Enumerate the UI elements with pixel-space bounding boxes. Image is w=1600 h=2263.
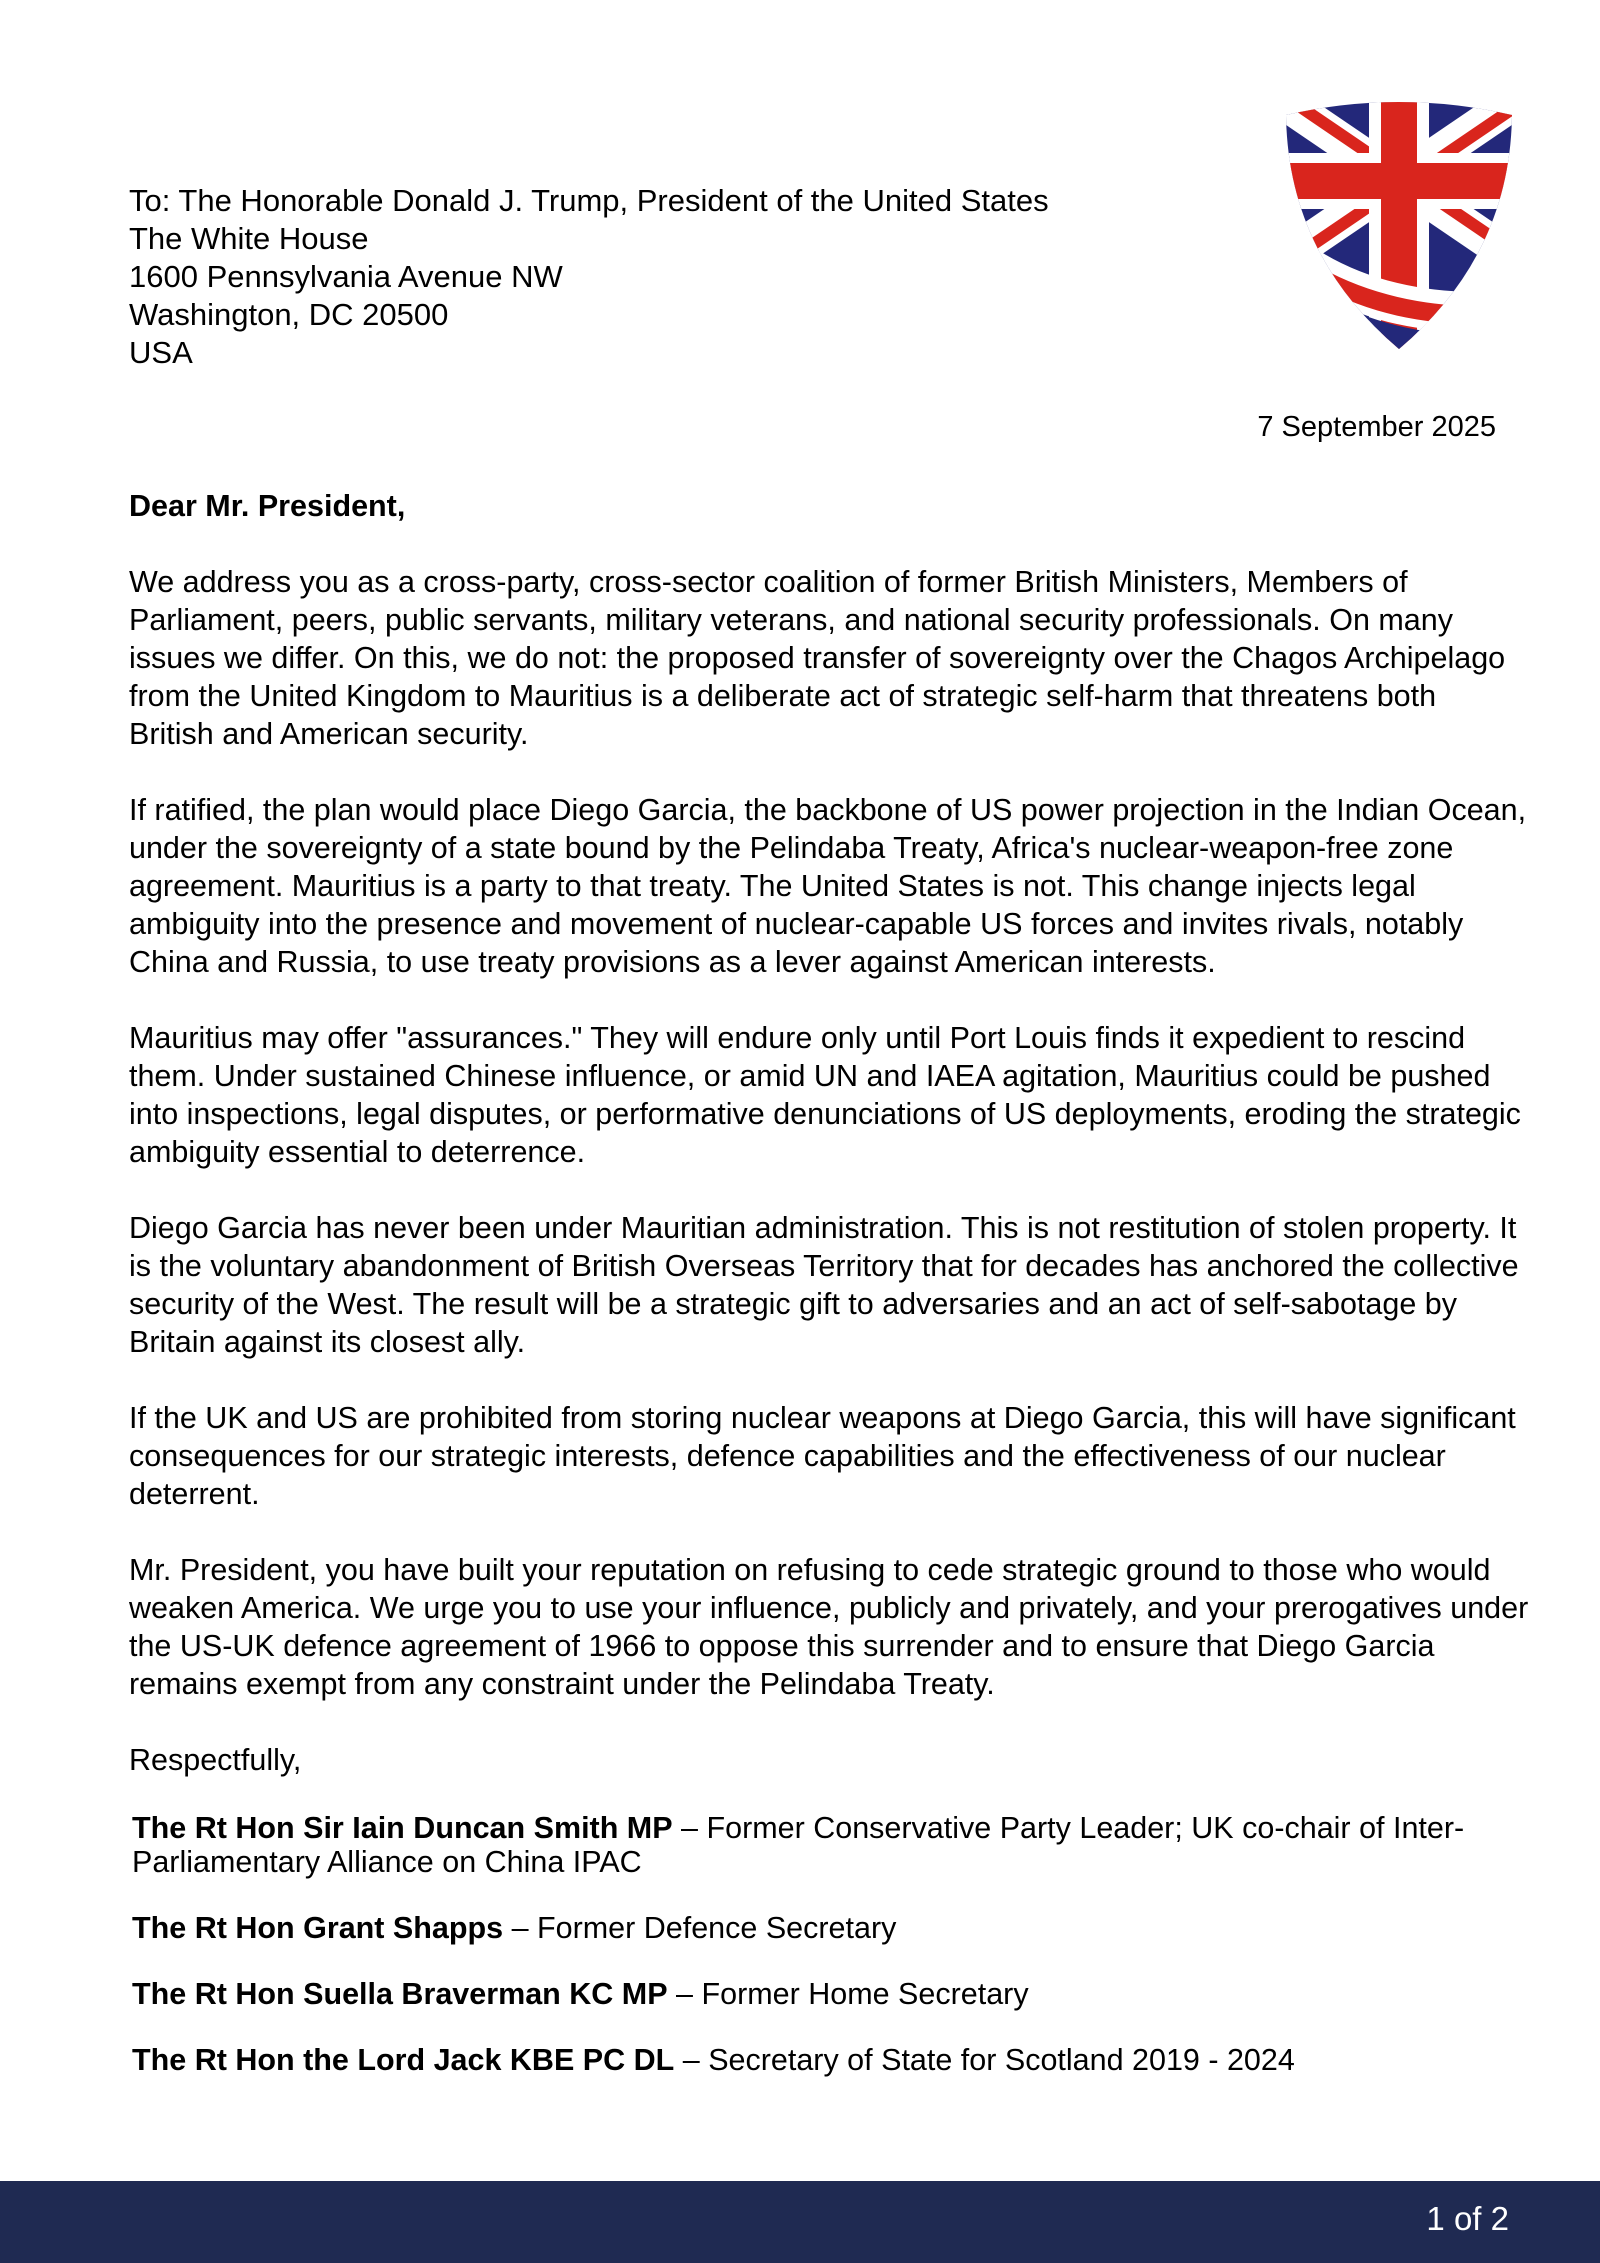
paragraph: If ratified, the plan would place Diego Garcia, the backbone of US power projection in the Indian Ocean, under the sovereignty of a state bound by the Pelindaba Treaty, Africa's nuclear-weapon-free zone agreement. Mauritius is a party to that treaty. The United States is not. This change injects legal ambiguity into the presence and movement of nuclear-capable US forces and invites rivals, notably China and Russia, to use treaty provisions as a lever against American interests.: [129, 793, 1527, 979]
recipient-line: 1600 Pennsylvania Avenue NW: [129, 259, 563, 294]
signatory: [132, 1977, 1529, 2011]
paragraph: If the UK and US are prohibited from storing nuclear weapons at Diego Garcia, this will have significant consequences for our strategic interests, defence capabilities and the effectiveness of our nuclear deterrent.: [129, 1401, 1516, 1511]
recipient-line: USA: [129, 335, 193, 370]
signatory-role: – Former Conservative Party Leader; UK co-chair of Inter-Parliamentary Alliance on China IPAC: [132, 1811, 1465, 1879]
page-footer: [0, 2181, 1600, 2263]
paragraph: Diego Garcia has never been under Mauritian administration. This is not restitution of stolen property. It is the voluntary abandonment of British Overseas Territory that for decades has anchored the collective security of the West. The result will be a strategic gift to adversaries and an act of self-sabotage by Britain against its closest ally.: [129, 1211, 1519, 1359]
signatory-list: [129, 1811, 1529, 2077]
signatory: [132, 1911, 1529, 1945]
salutation: Dear Mr. President,: [129, 489, 406, 523]
paragraph: Mauritius may offer "assurances." They will endure only until Port Louis finds it expedient to rescind them. Under sustained Chinese influence, or amid UN and IAEA agitation, Mauritius could be pushed into inspections, legal disputes, or performative denunciations of US deployments, eroding the strategic ambiguity essential to deterrence.: [129, 1021, 1521, 1169]
signatory-role: – Former Defence Secretary: [503, 1911, 897, 1945]
signatory-role: – Former Home Secretary: [667, 1977, 1029, 2011]
signatory: [132, 2043, 1529, 2077]
page-number: 1 of 2: [1426, 2200, 1509, 2237]
union-jack-shield-icon: [1284, 95, 1514, 351]
recipient-line: Washington, DC 20500: [129, 297, 449, 332]
recipient-line: The White House: [129, 221, 369, 256]
paragraph: We address you as a cross-party, cross-sector coalition of former British Ministers, Members of Parliament, peers, public servants, military veterans, and national security professionals. On many issues we differ. On this, we do not: the proposed transfer of sovereignty over the Chagos Archipelago from the United Kingdom to Mauritius is a deliberate act of strategic self-harm that threatens both British and American security.: [129, 565, 1506, 751]
signatory-name: The Rt Hon the Lord Jack KBE PC DL: [132, 2043, 675, 2077]
signatory-role: – Secretary of State for Scotland 2019 - 2024: [674, 2043, 1295, 2077]
recipient-line: To: The Honorable Donald J. Trump, President of the United States: [129, 183, 1049, 218]
paragraph: Mr. President, you have built your reputation on refusing to cede strategic ground to those who would weaken America. We urge you to use your influence, publicly and privately, and your prerogatives under the US-UK defence agreement of 1966 to oppose this surrender and to ensure that Diego Garcia remains exempt from any constraint under the Pelindaba Treaty.: [129, 1553, 1529, 1701]
signatory-name: The Rt Hon Suella Braverman KC MP: [132, 1977, 668, 2011]
signatory: [132, 1811, 1529, 1879]
signatory-name: The Rt Hon Grant Shapps: [132, 1911, 504, 1945]
recipient-address: [129, 182, 1049, 372]
letter-body: [129, 487, 1529, 2109]
signatory-name: The Rt Hon Sir Iain Duncan Smith MP: [132, 1811, 673, 1845]
closing: Respectfully,: [129, 1743, 302, 1777]
letter-date: 7 September 2025: [1257, 411, 1496, 443]
